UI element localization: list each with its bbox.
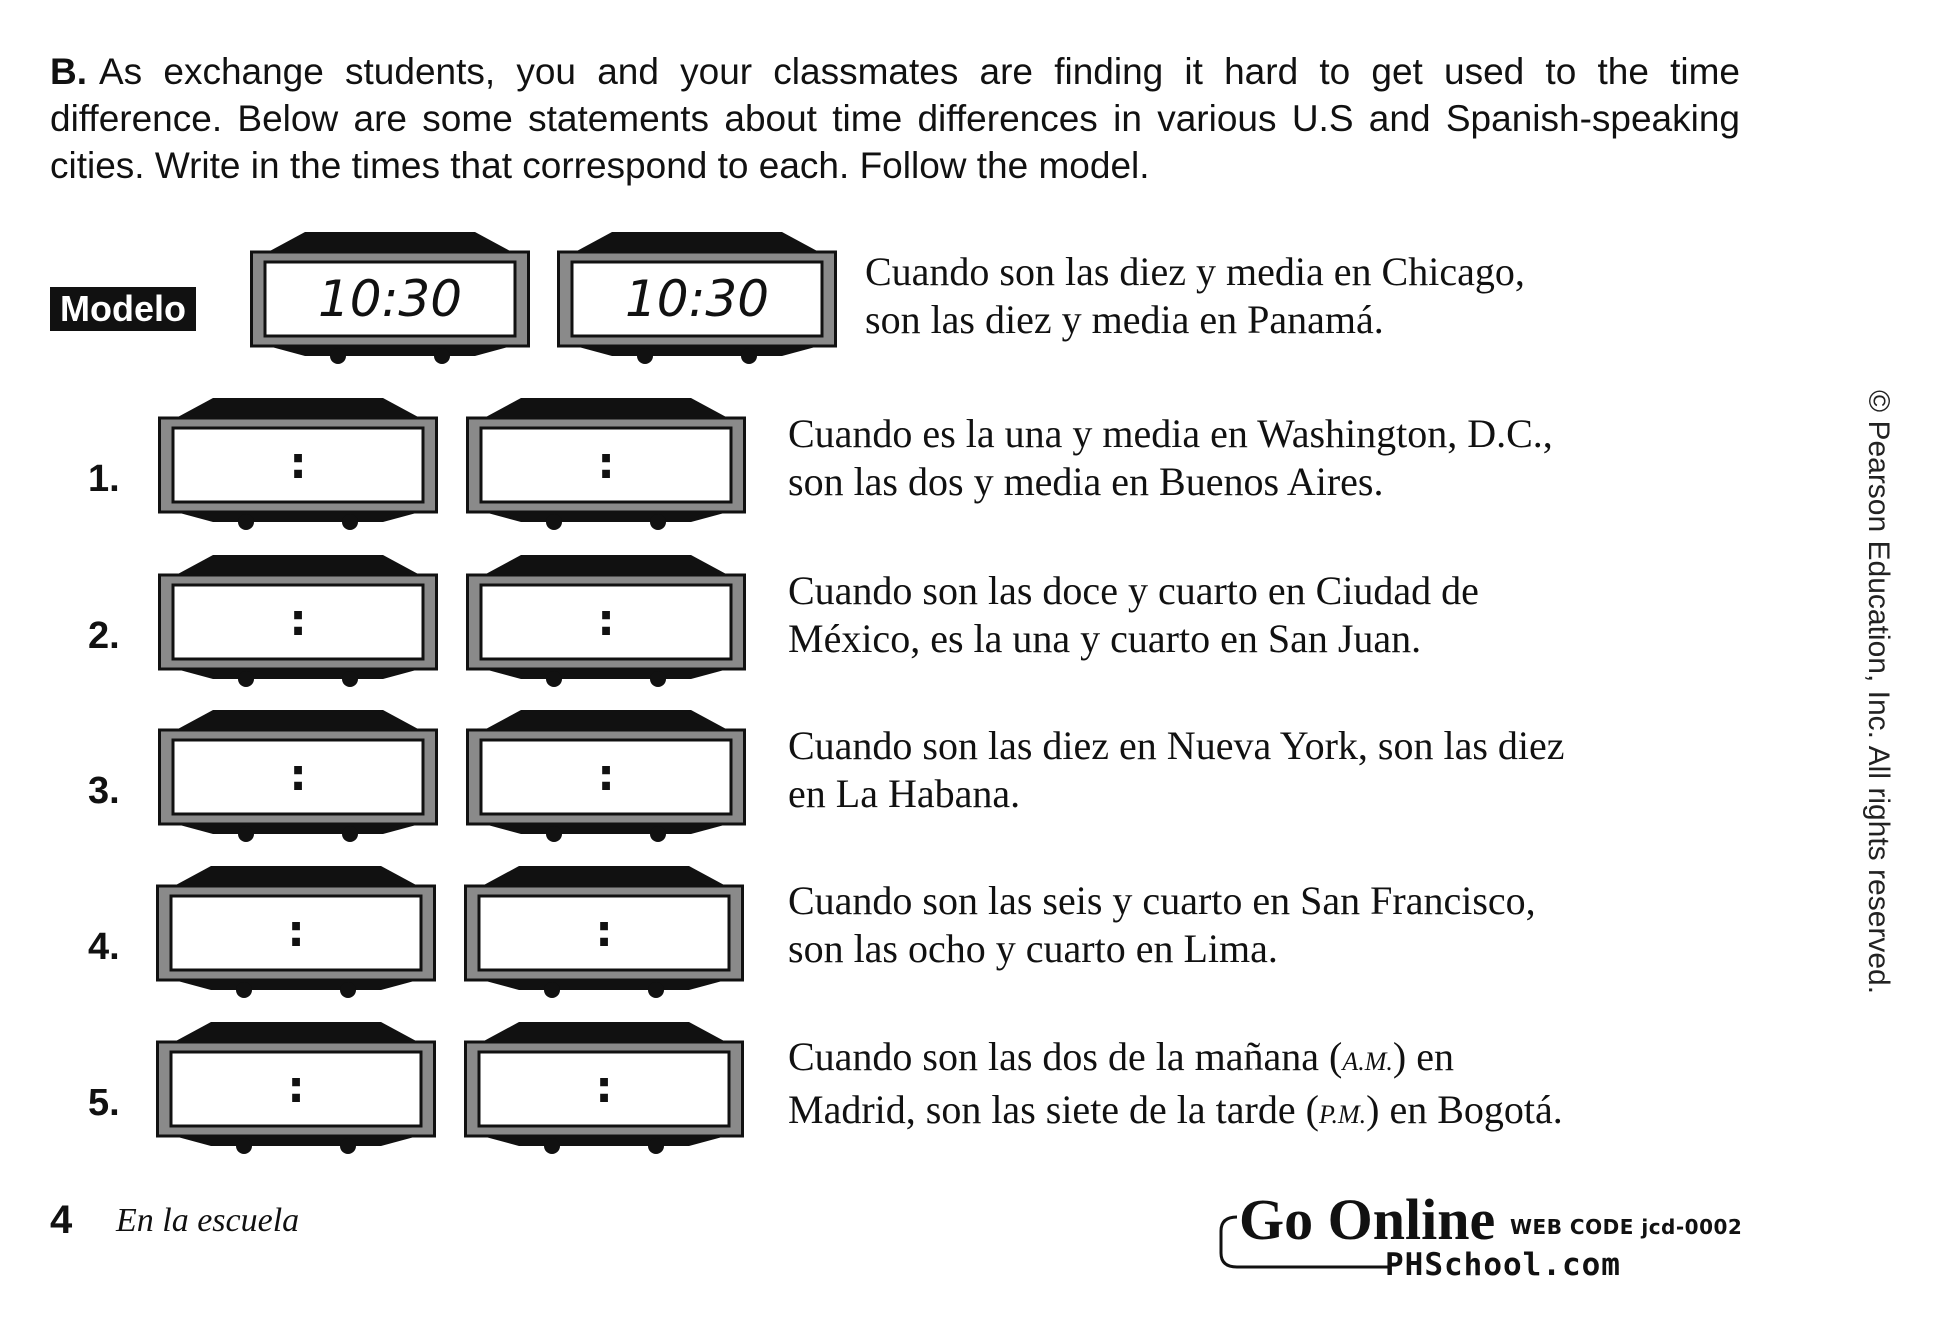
item-sentence-1 [788,410,1553,506]
item-2-line-1: Cuando son las doce y cuarto en Ciudad de [788,568,1479,613]
item-1-line-2: son las dos y media en Buenos Aires. [788,459,1384,504]
model-sentence [865,248,1525,344]
page-number: 4 [50,1198,73,1242]
copyright-notice: © Pearson Education, Inc. All rights reserved. [1862,390,1895,995]
item-sentence-2 [788,567,1479,663]
clock-5-right[interactable] [464,1022,744,1156]
item-5-line-2-b: ) en Bogotá. [1366,1087,1563,1132]
item-2-line-2: México, es la una y cuarto en San Juan. [788,616,1422,661]
model-clock-right [557,232,837,366]
time-blank-colon: : [287,1062,305,1113]
clock-1-left[interactable] [158,398,438,532]
time-blank-colon: : [595,1062,613,1113]
clock-3-left[interactable] [158,710,438,844]
item-3-line-1: Cuando son las diez en Nueva York, son las diez [788,723,1565,768]
item-5-line-2-a: Madrid, son las siete de la tarde ( [788,1087,1319,1132]
time-blank-colon: : [595,906,613,957]
item-sentence-4 [788,877,1536,973]
item-number-5: 5. [88,1082,120,1124]
time-blank-colon: : [289,595,307,646]
web-code: WEB CODE jcd-0002 [1510,1215,1743,1239]
item-5-line-1 [788,1033,1563,1086]
clock-4-left[interactable] [156,866,436,1000]
clock-3-right[interactable] [466,710,746,844]
model-line-1: Cuando son las diez y media en Chicago, [865,249,1525,294]
go-online-logo[interactable] [1215,1185,1755,1295]
section-label: B. [50,51,87,92]
time-blank-colon: : [597,438,615,489]
time-blank-colon: : [289,750,307,801]
item-4-line-2: son las ocho y cuarto en Lima. [788,926,1278,971]
pm-abbrev: P.M. [1318,1100,1367,1129]
clock-2-right[interactable] [466,555,746,689]
am-abbrev: A.M. [1342,1047,1393,1076]
clock-4-right[interactable] [464,866,744,1000]
item-5-line-1-b: ) en [1392,1034,1454,1079]
go-online-text: Go Online [1239,1187,1496,1252]
item-1-line-1: Cuando es la una y media en Washington, D.C., [788,411,1553,456]
instructions [50,48,1740,189]
chapter-title: En la escuela [116,1202,300,1239]
model-clock-left [250,232,530,366]
instructions-text: As exchange students, you and your classmates are finding it hard to get used to the time difference. Below are some statements about time differences in various U.S and Spanish-speaking cities. Write in the times that correspond to each. Follow the model. [50,51,1740,186]
clock-1-right[interactable] [466,398,746,532]
item-3-line-2: en La Habana. [788,771,1021,816]
clock-2-left[interactable] [158,555,438,689]
model-time-chicago: 10:30 [317,270,463,328]
model-line-2: son las diez y media en Panamá. [865,297,1384,342]
time-blank-colon: : [287,906,305,957]
item-5-line-1-a: Cuando son las dos de la mañana ( [788,1034,1343,1079]
item-5-line-2 [788,1086,1563,1139]
clock-5-left[interactable] [156,1022,436,1156]
item-number-2: 2. [88,615,120,657]
time-blank-colon: : [289,438,307,489]
item-sentence-5 [788,1033,1563,1139]
time-blank-colon: : [597,750,615,801]
item-number-1: 1. [88,458,120,500]
item-4-line-1: Cuando son las seis y cuarto en San Francisco, [788,878,1536,923]
item-number-4: 4. [88,926,120,968]
item-sentence-3 [788,722,1565,818]
modelo-badge: Modelo [50,287,196,331]
model-time-panama: 10:30 [624,270,770,328]
time-blank-colon: : [597,595,615,646]
item-number-3: 3. [88,770,120,812]
site-link[interactable]: PHSchool.com [1385,1247,1621,1283]
